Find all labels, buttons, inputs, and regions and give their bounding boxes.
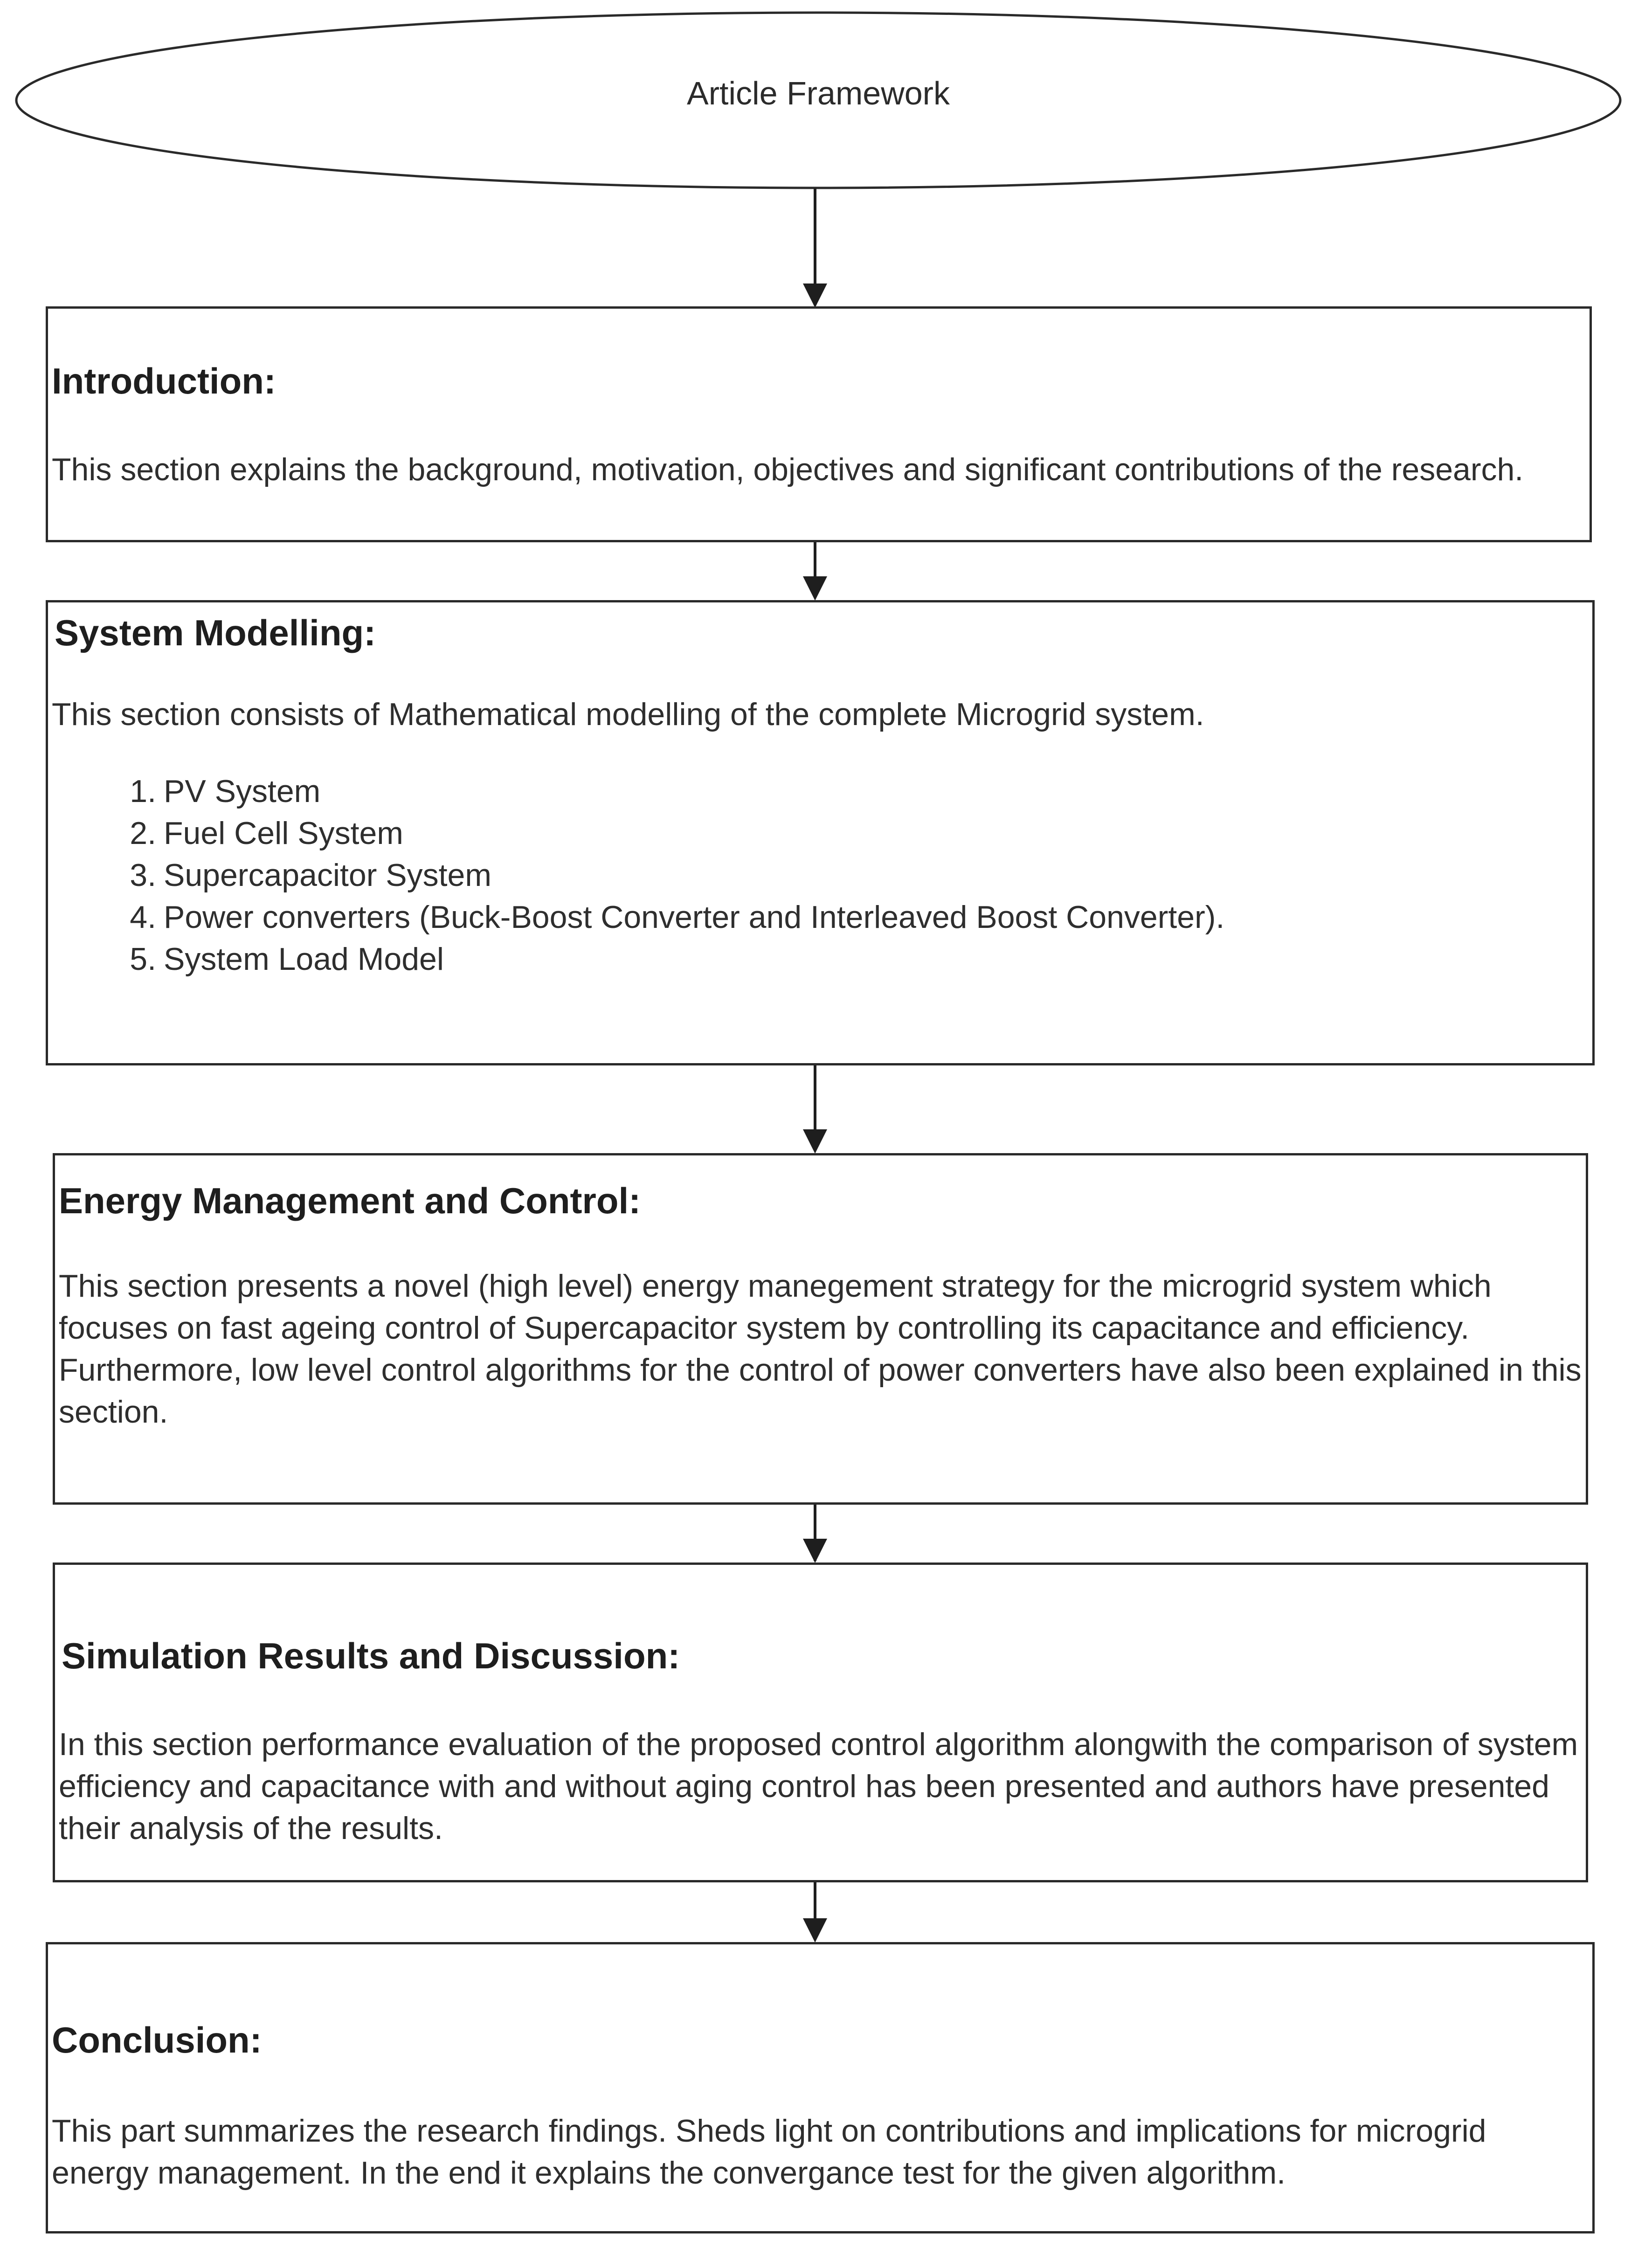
system-modelling-list (118, 770, 1224, 980)
list-item-number: 1. (130, 774, 156, 809)
arrowhead-energy-management (803, 1129, 827, 1154)
simulation-results-text (59, 1723, 1582, 1849)
introduction-heading: Introduction: (52, 360, 276, 401)
list-item (118, 896, 1224, 938)
energy-management-box (53, 1153, 1588, 1505)
list-item-label: Fuel Cell System (164, 816, 403, 851)
conclusion-text (52, 2110, 1589, 2194)
simulation-results-box (53, 1563, 1588, 1882)
system-modelling-box (46, 600, 1595, 1065)
introduction-paragraph: This section explains the background, motivation, objectives and significant contributions of the research. (52, 452, 1524, 487)
simulation-results-heading: Simulation Results and Discussion: (62, 1635, 680, 1676)
list-item (118, 938, 1224, 980)
arrowhead-simulation (803, 1539, 827, 1563)
list-item-label: Power converters (Buck-Boost Converter and Interleaved Boost Converter). (164, 899, 1225, 935)
list-item-label: Supercapacitor System (164, 857, 491, 893)
system-modelling-text (52, 693, 1589, 735)
arrowhead-system-modelling (803, 576, 827, 601)
list-item-number: 2. (130, 816, 156, 851)
energy-management-text (59, 1265, 1582, 1433)
arrowhead-introduction (803, 283, 827, 308)
list-item (118, 812, 1224, 854)
arrowhead-conclusion (803, 1918, 827, 1943)
list-item (118, 770, 1224, 812)
list-item-label: PV System (164, 774, 321, 809)
energy-management-heading: Energy Management and Control: (59, 1180, 641, 1221)
simulation-results-paragraph: In this section performance evaluation of the proposed control algorithm alongwith the comparison of system efficiency and capacitance with and without aging control has been presented and authors have presented their analysis of the results. (59, 1727, 1578, 1846)
system-modelling-heading: System Modelling: (55, 612, 376, 653)
energy-management-paragraph-2: Furthermore, low level control algorithms for the control of power converters have also been explained in this section. (59, 1352, 1582, 1430)
conclusion-heading: Conclusion: (52, 2019, 262, 2060)
conclusion-paragraph: This part summarizes the research findings. Sheds light on contributions and implications for microgrid energy management. In the end it explains the convergance test for the given algorithm. (52, 2113, 1486, 2191)
list-item-number: 4. (130, 899, 156, 935)
system-modelling-paragraph: This section consists of Mathematical modelling of the complete Microgrid system. (52, 697, 1204, 732)
energy-management-paragraph: This section presents a novel (high level) energy manegement strategy for the microgrid system which focuses on fast ageing control of Supercapacitor system by controlling its capacitance and efficiency. (59, 1268, 1492, 1346)
list-item-label: System Load Model (164, 941, 444, 977)
diagram-title: Article Framework (687, 75, 950, 111)
list-item-number: 5. (130, 941, 156, 977)
conclusion-box (46, 1942, 1595, 2233)
introduction-text (52, 449, 1586, 491)
list-item-number: 3. (130, 857, 156, 893)
introduction-box (46, 306, 1592, 542)
list-item (118, 854, 1224, 896)
